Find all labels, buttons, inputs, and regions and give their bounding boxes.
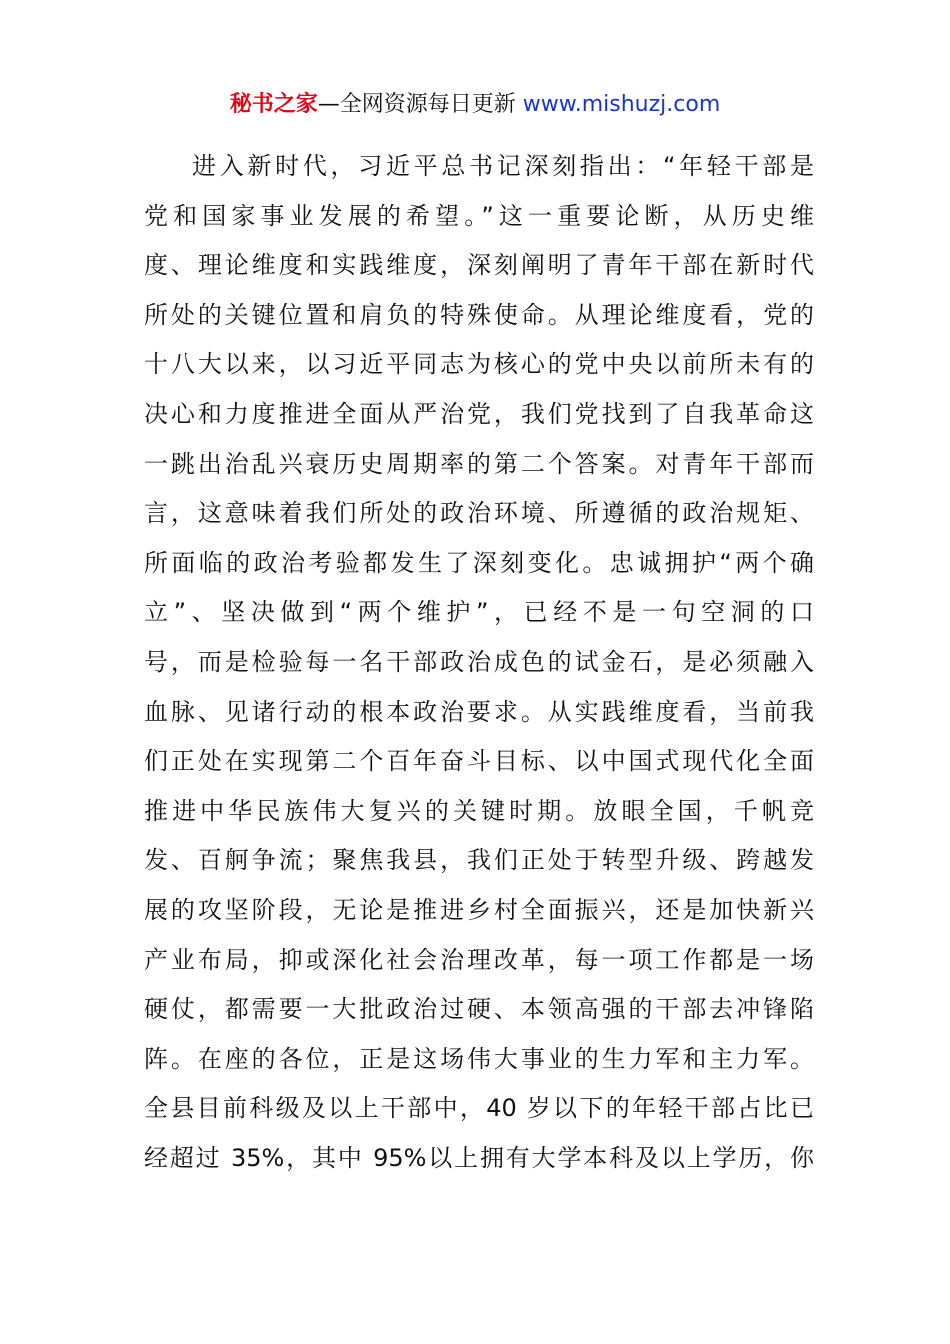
document-body bbox=[144, 142, 814, 1183]
paragraph-line: 一跳出治乱兴衰历史周期率的第二个答案。对青年干部而 bbox=[144, 449, 814, 478]
paragraph-line: 十八大以来，以习近平同志为核心的党中央以前所未有的 bbox=[144, 350, 814, 379]
paragraph-line: 度、理论维度和实践维度，深刻阐明了青年干部在新时代 bbox=[144, 251, 814, 280]
paragraph-line: 所处的关键位置和肩负的特殊使命。从理论维度看，党的 bbox=[144, 300, 814, 329]
paragraph-line: 进入新时代，习近平总书记深刻指出：“年轻干部是 bbox=[192, 152, 814, 180]
site-brand: 秘书之家 bbox=[229, 92, 318, 117]
site-url-link[interactable]: www.mishuzj.com bbox=[522, 92, 721, 117]
paragraph-line: 们正处在实现第二个百年奋斗目标、以中国式现代化全面 bbox=[144, 747, 814, 776]
paragraph-line: 号，而是检验每一名干部政治成色的试金石，是必须融入 bbox=[144, 647, 814, 676]
paragraph-line: 党和国家事业发展的希望。”这一重要论断，从历史维 bbox=[144, 201, 814, 230]
paragraph-line: 展的攻坚阶段，无论是推进乡村全面振兴，还是加快新兴 bbox=[144, 895, 814, 924]
paragraph-line: 经超过 35%，其中 95%以上拥有大学本科及以上学历，你 bbox=[144, 1143, 814, 1172]
paragraph-line: 决心和力度推进全面从严治党，我们党找到了自我革命这 bbox=[144, 399, 814, 428]
paragraph-line: 立”、坚决做到“两个维护”，已经不是一句空洞的口 bbox=[144, 598, 814, 627]
paragraph-line: 产业布局，抑或深化社会治理改革，每一项工作都是一场 bbox=[144, 945, 814, 974]
paragraph-line: 血脉、见诸行动的根本政治要求。从实践维度看，当前我 bbox=[144, 697, 814, 726]
paragraph-line: 全县目前科级及以上干部中，40 岁以下的年轻干部占比已 bbox=[144, 1094, 814, 1123]
paragraph-line: 推进中华民族伟大复兴的关键时期。放眼全国，千帆竞 bbox=[144, 796, 814, 825]
paragraph-line: 发、百舸争流；聚焦我县，我们正处于转型升级、跨越发 bbox=[144, 846, 814, 875]
paragraph-line: 言，这意味着我们所处的政治环境、所遵循的政治规矩、 bbox=[144, 499, 814, 528]
paragraph-line: 阵。在座的各位，正是这场伟大事业的生力军和主力军。 bbox=[144, 1044, 814, 1073]
site-tagline: —全网资源每日更新 bbox=[317, 92, 523, 117]
paragraph-line: 硬仗，都需要一大批政治过硬、本领高强的干部去冲锋陷 bbox=[144, 995, 814, 1024]
paragraph-line: 所面临的政治考验都发生了深刻变化。忠诚拥护“两个确 bbox=[144, 548, 814, 577]
page-header bbox=[0, 88, 950, 122]
